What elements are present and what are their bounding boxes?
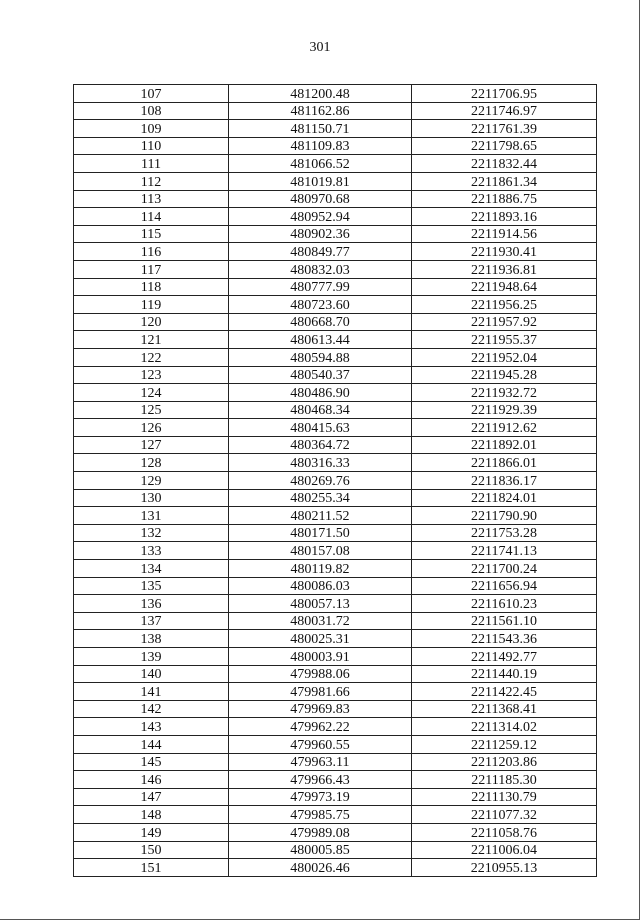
x-coordinate-cell: 480026.46 — [229, 859, 412, 877]
x-coordinate-cell: 479966.43 — [229, 771, 412, 789]
x-coordinate-cell: 480668.70 — [229, 313, 412, 331]
y-coordinate-cell: 2211930.41 — [412, 243, 597, 261]
point-number-cell: 108 — [74, 102, 229, 120]
x-coordinate-cell: 480613.44 — [229, 331, 412, 349]
point-number-cell: 140 — [74, 665, 229, 683]
point-number-cell: 145 — [74, 753, 229, 771]
point-number-cell: 149 — [74, 823, 229, 841]
point-number-cell: 124 — [74, 384, 229, 402]
table-row — [74, 648, 597, 666]
point-number-cell: 147 — [74, 788, 229, 806]
point-number-cell: 109 — [74, 120, 229, 138]
table-row — [74, 120, 597, 138]
x-coordinate-cell: 480486.90 — [229, 384, 412, 402]
table-row — [74, 735, 597, 753]
point-number-cell: 112 — [74, 172, 229, 190]
y-coordinate-cell: 2211824.01 — [412, 489, 597, 507]
x-coordinate-cell: 480171.50 — [229, 524, 412, 542]
x-coordinate-cell: 480777.99 — [229, 278, 412, 296]
point-number-cell: 122 — [74, 348, 229, 366]
y-coordinate-cell: 2211936.81 — [412, 260, 597, 278]
point-number-cell: 119 — [74, 296, 229, 314]
point-number-cell: 138 — [74, 630, 229, 648]
x-coordinate-cell: 479989.08 — [229, 823, 412, 841]
y-coordinate-cell: 2211314.02 — [412, 718, 597, 736]
table-row — [74, 366, 597, 384]
x-coordinate-cell: 480025.31 — [229, 630, 412, 648]
y-coordinate-cell: 2211440.19 — [412, 665, 597, 683]
table-row — [74, 753, 597, 771]
table-row — [74, 472, 597, 490]
table-row — [74, 137, 597, 155]
table-row — [74, 859, 597, 877]
y-coordinate-cell: 2211492.77 — [412, 648, 597, 666]
x-coordinate-cell: 480003.91 — [229, 648, 412, 666]
table-row — [74, 489, 597, 507]
table-row — [74, 806, 597, 824]
point-number-cell: 133 — [74, 542, 229, 560]
table-row — [74, 296, 597, 314]
point-number-cell: 150 — [74, 841, 229, 859]
coordinates-table-body — [74, 85, 597, 877]
x-coordinate-cell: 481019.81 — [229, 172, 412, 190]
point-number-cell: 146 — [74, 771, 229, 789]
x-coordinate-cell: 480157.08 — [229, 542, 412, 560]
table-row — [74, 313, 597, 331]
table-row — [74, 771, 597, 789]
table-row — [74, 348, 597, 366]
y-coordinate-cell: 2211761.39 — [412, 120, 597, 138]
table-row — [74, 841, 597, 859]
y-coordinate-cell: 2211832.44 — [412, 155, 597, 173]
point-number-cell: 142 — [74, 700, 229, 718]
table-row — [74, 700, 597, 718]
point-number-cell: 144 — [74, 735, 229, 753]
table-row — [74, 454, 597, 472]
table-row — [74, 102, 597, 120]
table-row — [74, 384, 597, 402]
y-coordinate-cell: 2211945.28 — [412, 366, 597, 384]
y-coordinate-cell: 2211741.13 — [412, 542, 597, 560]
y-coordinate-cell: 2211746.97 — [412, 102, 597, 120]
x-coordinate-cell: 481200.48 — [229, 85, 412, 103]
y-coordinate-cell: 2211130.79 — [412, 788, 597, 806]
point-number-cell: 130 — [74, 489, 229, 507]
y-coordinate-cell: 2211893.16 — [412, 208, 597, 226]
y-coordinate-cell: 2211956.25 — [412, 296, 597, 314]
y-coordinate-cell: 2211543.36 — [412, 630, 597, 648]
point-number-cell: 143 — [74, 718, 229, 736]
y-coordinate-cell: 2211700.24 — [412, 560, 597, 578]
x-coordinate-cell: 480031.72 — [229, 612, 412, 630]
table-row — [74, 155, 597, 173]
y-coordinate-cell: 2211006.04 — [412, 841, 597, 859]
coordinates-table — [73, 84, 597, 877]
point-number-cell: 127 — [74, 436, 229, 454]
point-number-cell: 107 — [74, 85, 229, 103]
table-row — [74, 278, 597, 296]
x-coordinate-cell: 480119.82 — [229, 560, 412, 578]
y-coordinate-cell: 2211912.62 — [412, 419, 597, 437]
point-number-cell: 131 — [74, 507, 229, 525]
y-coordinate-cell: 2211368.41 — [412, 700, 597, 718]
x-coordinate-cell: 481150.71 — [229, 120, 412, 138]
table-row — [74, 85, 597, 103]
y-coordinate-cell: 2210955.13 — [412, 859, 597, 877]
y-coordinate-cell: 2211929.39 — [412, 401, 597, 419]
y-coordinate-cell: 2211955.37 — [412, 331, 597, 349]
x-coordinate-cell: 479985.75 — [229, 806, 412, 824]
x-coordinate-cell: 479988.06 — [229, 665, 412, 683]
table-row — [74, 577, 597, 595]
y-coordinate-cell: 2211790.90 — [412, 507, 597, 525]
y-coordinate-cell: 2211656.94 — [412, 577, 597, 595]
x-coordinate-cell: 480211.52 — [229, 507, 412, 525]
x-coordinate-cell: 481162.86 — [229, 102, 412, 120]
point-number-cell: 125 — [74, 401, 229, 419]
x-coordinate-cell: 480849.77 — [229, 243, 412, 261]
y-coordinate-cell: 2211185.30 — [412, 771, 597, 789]
point-number-cell: 113 — [74, 190, 229, 208]
x-coordinate-cell: 480415.63 — [229, 419, 412, 437]
x-coordinate-cell: 481109.83 — [229, 137, 412, 155]
x-coordinate-cell: 480540.37 — [229, 366, 412, 384]
x-coordinate-cell: 480594.88 — [229, 348, 412, 366]
table-row — [74, 542, 597, 560]
table-row — [74, 612, 597, 630]
point-number-cell: 115 — [74, 225, 229, 243]
table-row — [74, 331, 597, 349]
y-coordinate-cell: 2211058.76 — [412, 823, 597, 841]
point-number-cell: 132 — [74, 524, 229, 542]
point-number-cell: 116 — [74, 243, 229, 261]
x-coordinate-cell: 480723.60 — [229, 296, 412, 314]
point-number-cell: 137 — [74, 612, 229, 630]
y-coordinate-cell: 2211866.01 — [412, 454, 597, 472]
x-coordinate-cell: 480364.72 — [229, 436, 412, 454]
point-number-cell: 139 — [74, 648, 229, 666]
table-row — [74, 419, 597, 437]
page-number: 301 — [309, 40, 331, 55]
table-row — [74, 630, 597, 648]
x-coordinate-cell: 481066.52 — [229, 155, 412, 173]
table-row — [74, 436, 597, 454]
table-row — [74, 560, 597, 578]
table-row — [74, 401, 597, 419]
table-row — [74, 718, 597, 736]
point-number-cell: 121 — [74, 331, 229, 349]
table-row — [74, 683, 597, 701]
x-coordinate-cell: 480316.33 — [229, 454, 412, 472]
point-number-cell: 120 — [74, 313, 229, 331]
y-coordinate-cell: 2211836.17 — [412, 472, 597, 490]
x-coordinate-cell: 480970.68 — [229, 190, 412, 208]
y-coordinate-cell: 2211077.32 — [412, 806, 597, 824]
point-number-cell: 123 — [74, 366, 229, 384]
y-coordinate-cell: 2211259.12 — [412, 735, 597, 753]
y-coordinate-cell: 2211952.04 — [412, 348, 597, 366]
x-coordinate-cell: 480057.13 — [229, 595, 412, 613]
point-number-cell: 114 — [74, 208, 229, 226]
table-row — [74, 225, 597, 243]
x-coordinate-cell: 479973.19 — [229, 788, 412, 806]
x-coordinate-cell: 479962.22 — [229, 718, 412, 736]
y-coordinate-cell: 2211203.86 — [412, 753, 597, 771]
x-coordinate-cell: 479960.55 — [229, 735, 412, 753]
point-number-cell: 129 — [74, 472, 229, 490]
x-coordinate-cell: 480269.76 — [229, 472, 412, 490]
point-number-cell: 141 — [74, 683, 229, 701]
point-number-cell: 135 — [74, 577, 229, 595]
y-coordinate-cell: 2211798.65 — [412, 137, 597, 155]
point-number-cell: 111 — [74, 155, 229, 173]
x-coordinate-cell: 480952.94 — [229, 208, 412, 226]
table-row — [74, 665, 597, 683]
y-coordinate-cell: 2211610.23 — [412, 595, 597, 613]
x-coordinate-cell: 480468.34 — [229, 401, 412, 419]
table-row — [74, 243, 597, 261]
point-number-cell: 117 — [74, 260, 229, 278]
table-row — [74, 507, 597, 525]
y-coordinate-cell: 2211706.95 — [412, 85, 597, 103]
table-row — [74, 595, 597, 613]
x-coordinate-cell: 480086.03 — [229, 577, 412, 595]
x-coordinate-cell: 479969.83 — [229, 700, 412, 718]
point-number-cell: 110 — [74, 137, 229, 155]
table-row — [74, 190, 597, 208]
y-coordinate-cell: 2211422.45 — [412, 683, 597, 701]
table-row — [74, 260, 597, 278]
point-number-cell: 118 — [74, 278, 229, 296]
point-number-cell: 148 — [74, 806, 229, 824]
x-coordinate-cell: 480005.85 — [229, 841, 412, 859]
y-coordinate-cell: 2211753.28 — [412, 524, 597, 542]
y-coordinate-cell: 2211948.64 — [412, 278, 597, 296]
y-coordinate-cell: 2211932.72 — [412, 384, 597, 402]
point-number-cell: 126 — [74, 419, 229, 437]
x-coordinate-cell: 480832.03 — [229, 260, 412, 278]
y-coordinate-cell: 2211561.10 — [412, 612, 597, 630]
y-coordinate-cell: 2211892.01 — [412, 436, 597, 454]
x-coordinate-cell: 480255.34 — [229, 489, 412, 507]
x-coordinate-cell: 479963.11 — [229, 753, 412, 771]
point-number-cell: 128 — [74, 454, 229, 472]
y-coordinate-cell: 2211886.75 — [412, 190, 597, 208]
table-row — [74, 524, 597, 542]
point-number-cell: 134 — [74, 560, 229, 578]
table-row — [74, 788, 597, 806]
x-coordinate-cell: 480902.36 — [229, 225, 412, 243]
table-row — [74, 823, 597, 841]
table-row — [74, 208, 597, 226]
y-coordinate-cell: 2211957.92 — [412, 313, 597, 331]
table-row — [74, 172, 597, 190]
point-number-cell: 136 — [74, 595, 229, 613]
x-coordinate-cell: 479981.66 — [229, 683, 412, 701]
y-coordinate-cell: 2211914.56 — [412, 225, 597, 243]
point-number-cell: 151 — [74, 859, 229, 877]
y-coordinate-cell: 2211861.34 — [412, 172, 597, 190]
